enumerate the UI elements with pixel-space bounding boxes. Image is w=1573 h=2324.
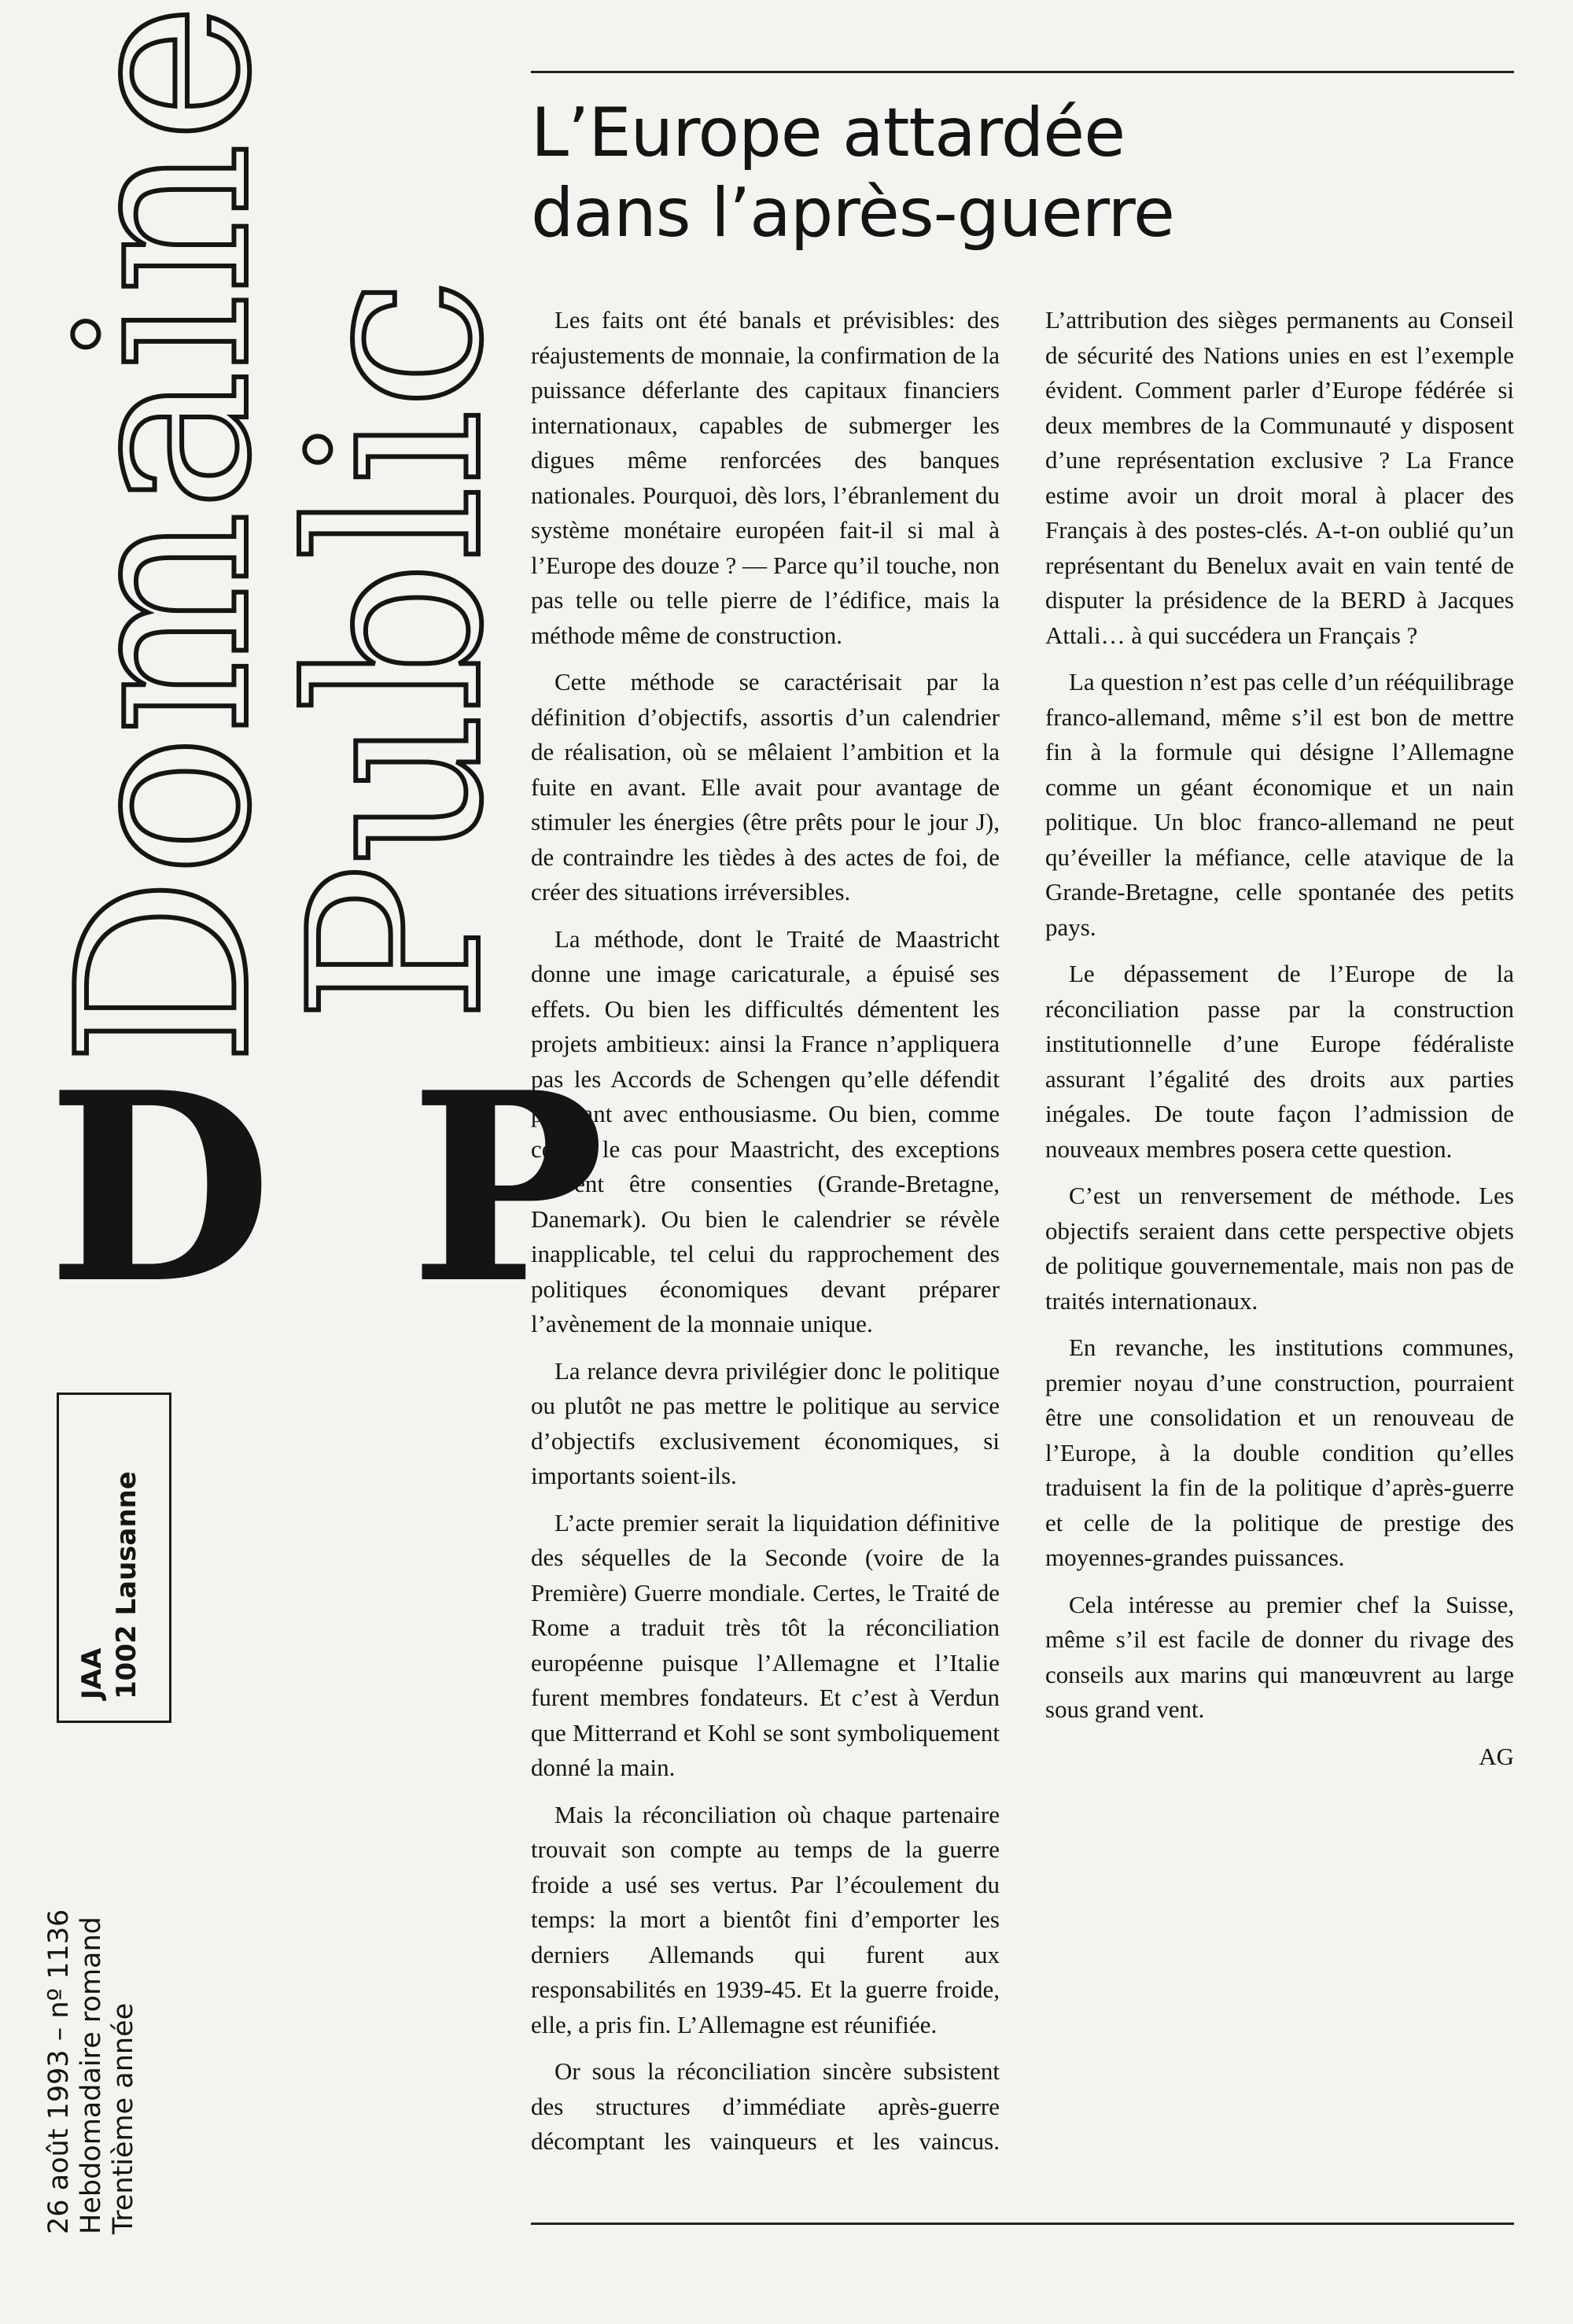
headline-line-1: L’Europe attardée [531,94,1125,172]
mailing-address [75,1471,144,1699]
article-paragraph: La méthode, dont le Traité de Maastricht donne une image caricaturale, a épuisé ses effets. Ou bien les difficultés démentent les projets ambitieux: ainsi la France n’appliquera pas les Accords de Schengen qu’elle défendit pourtant avec enthousiasme. Ou bien, comme ce fut le cas pour Maastricht, des exceptions doivent être consenties (Grande-Bretagne, Danemark). Ou bien le calendrier se révèle inapplicable, tel celui du rapprochement des politiques économiques devant préparer l’avènement de la monnaie unique. [531,924,1000,1337]
mailing-code: JAA [76,1647,108,1699]
publication-type: Hebdomadaire romand [76,1916,107,2234]
article-paragraph: Mais la réconciliation où chaque partenaire trouvait son compte au temps de la guerre froide a usé ses vertus. Par l’écoulement du temps: la mort a bientôt fini d’emporter les derniers Allemands qui furent aux responsabilités en 1939-45. Et la guerre froide, elle, a pris fin. L’Allemagne est réunifiée. [531,1800,1000,2038]
publication-year: Trentième année [108,2002,139,2234]
article-paragraph: Cela intéresse au premier chef la Suisse, même s’il est facile de donner du rivage des conseils aux marins qui manœuvrent au large sous grand vent. [1045,1590,1514,1723]
issue-date-number: 26 août 1993 – nº 1136 [43,1909,75,2234]
headline-line-2: dans l’après-guerre [531,174,1174,253]
article-paragraph: C’est un renversement de méthode. Les objectifs seraient dans cette perspective objets de politique gouvernementale, mais non pas de traités internationaux. [1045,1182,1514,1315]
bottom-rule [531,2223,1514,2225]
dp-logo: D P [47,1035,629,1341]
article-paragraph: Le dépassement de l’Europe de la réconciliation passe par la construction institutionnelle d’une Europe fédéraliste assurant l’égalité des droits aux parties inégales. De toute façon l’admission de nouveaux membres posera cette question. [1045,960,1514,1163]
author-signature: AG [1479,1742,1514,1770]
mailing-city: 1002 Lausanne [111,1471,142,1699]
article-paragraph: Or sous la réconciliation sincère subsistent des structures d’immédiate après-guerre décomptant les vainqueurs et les vaincus. L’attribution des sièges permanents au Conseil de sécurité des Nations unies en est l’exemple évident. Comment parler d’Europe fédérée si deux membres de la Communauté y disposent d’une représentation exclusive ? La France estime avoir un droit moral à placer des Français à des postes-clés. A-t-on oublié qu’un représentant du Benelux avait en vain tenté de disputer la présidence de la BERD à Jacques Attali… à qui succédera un Français ? [531,306,1514,2155]
article-paragraph: L’acte premier serait la liquidation définitive des séquelles de la Seconde (voire de la Première) Guerre mondiale. Certes, le Traité de Rome a traduit très tôt la réconciliation européenne puisque l’Allemagne et l’Italie furent membres fondateurs. Et c’est à Verdun que Mitterrand et Kohl se sont symboliquement donné la main. [531,1508,1000,1781]
masthead-title-domaine: Domaine [28,2,302,1066]
article-paragraph: Cette méthode se caractérisait par la définition d’objectifs, assortis d’un calendrier de réalisation, où se mêlaient l’ambition et la fuite en avant. Elle avait pour avantage de stimuler les énergies (être prêts pour le jour J), de contraindre les tièdes à des actes de foi, de créer des situations irréversibles. [531,668,1000,906]
article-body [531,303,1514,2175]
article-paragraph: La relance devra privilégier donc le politique ou plutôt ne pas mettre le politique au service d’objectifs exclusivement économiques, si importants soient-ils. [531,1356,1000,1489]
top-rule [531,71,1514,73]
article-paragraph: La question n’est pas celle d’un rééquilibrage franco-allemand, même s’il est bon de mettre fin à la formule qui désigne l’Allemagne comme un géant économique et un nain politique. Un bloc franco-allemand ne peut qu’éveiller la méfiance, celle atavique de la Grande-Bretagne, celle spontanée des petits pays. [1045,668,1514,941]
issue-info [43,1909,140,2234]
article-paragraph: En revanche, les institutions communes, premier noyau d’une construction, pourraient être une consolidation et un renouveau de l’Europe, à la double condition qu’elles traduisent la fin de la politique d’après-guerre et celle de la politique de prestige des moyennes-grandes puissances. [1045,1334,1514,1571]
article-paragraph: Les faits ont été banals et prévisibles: des réajustements de monnaie, la confirmation de la puissance déferlante des capitaux financiers internationaux, capables de submerger les digues même renforcées des banques nationales. Pourquoi, dès lors, l’ébranlement du système monétaire européen fait-il si mal à l’Europe des douze ? — Parce qu’il touche, non pas telle ou telle pierre de l’édifice, mais la méthode même de construction. [531,306,1000,649]
masthead-title-public: Public [260,277,534,1023]
article-headline [531,93,1514,253]
